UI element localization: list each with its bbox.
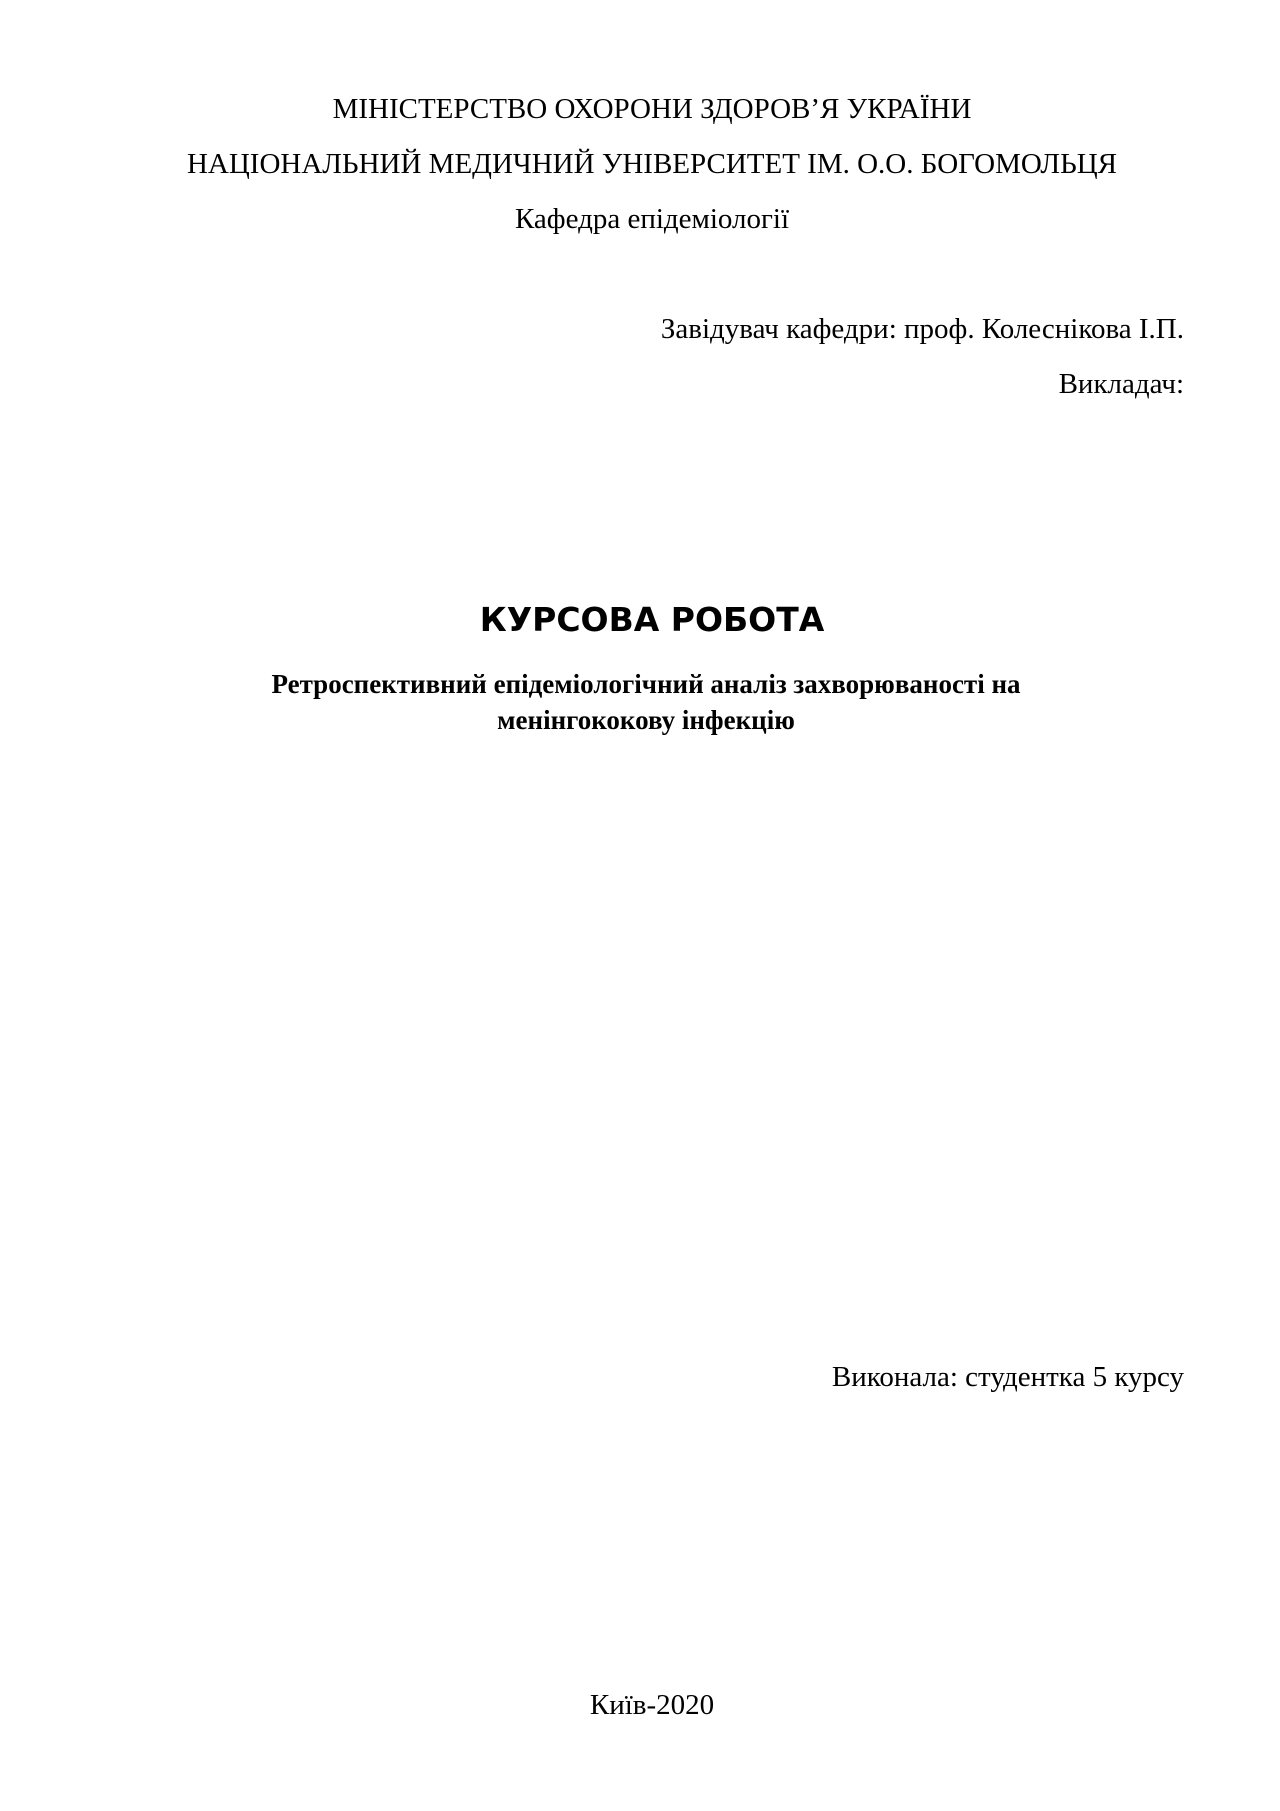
- topic-line-1: Ретроспективний епідеміологічний аналіз захворюваності на: [271, 669, 1021, 699]
- department-name: Кафедра епідеміології: [514, 203, 790, 235]
- document-topic: [246, 666, 1046, 738]
- teacher-label: Викладач:: [1058, 368, 1184, 400]
- head-of-department: Завідувач кафедри: проф. Колеснікова І.П.: [660, 313, 1184, 345]
- performed-by: Виконала: студентка 5 курсу: [831, 1361, 1184, 1393]
- university-name: НАЦІОНАЛЬНИЙ МЕДИЧНИЙ УНІВЕРСИТЕТ ІМ. О.О. БОГОМОЛЬЦЯ: [186, 148, 1118, 180]
- city-year: Київ-2020: [589, 1689, 715, 1721]
- topic-line-2: менінгококову інфекцію: [497, 705, 795, 735]
- ministry-name: МІНІСТЕРСТВО ОХОРОНИ ЗДОРОВ’Я УКРАЇНИ: [332, 93, 972, 125]
- document-title: КУРСОВА РОБОТА: [479, 600, 825, 639]
